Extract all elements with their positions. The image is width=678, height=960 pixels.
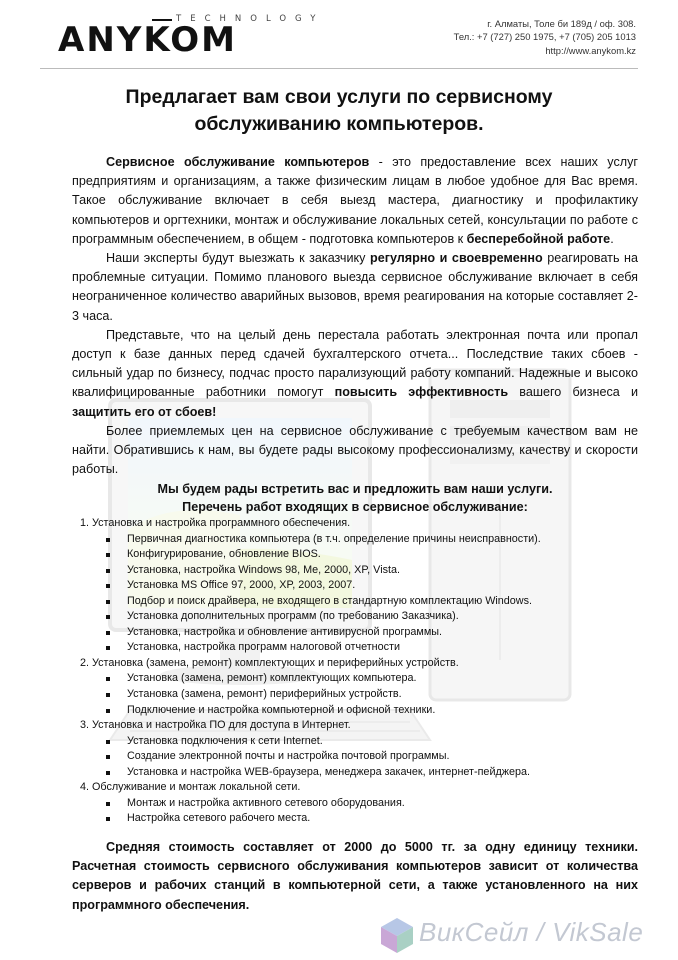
category-title: 3. Установка и настройка ПО для доступа в Интернет. bbox=[80, 719, 351, 732]
p3-mid: вашего бизнеса и bbox=[508, 385, 638, 400]
address: г. Алматы, Толе би 189д / оф. 308. bbox=[487, 18, 636, 29]
company-logo bbox=[58, 14, 325, 64]
p1-text: - это предоставление всех наших услуг предприятиям и организациям, а также физическим лицам в любое удобное для Вас время. Такое обслуживание включает в себя выезд мастера, диагностику и профилактику компьютеров и оргтехники, монтаж и обслуживание локальных сетей, консультации по работе с программным обеспечением, в общем - подготовка компьютеров к bbox=[72, 155, 638, 246]
contact-block bbox=[454, 17, 636, 57]
title-line-2: обслуживанию компьютеров. bbox=[194, 113, 484, 135]
list-item: Установка, настройка Windows 98, Me, 2000, XP, Vista. bbox=[80, 563, 600, 579]
list-item: Установка, настройка программ налоговой отчетности bbox=[80, 640, 600, 656]
list-title: Перечень работ входящих в сервисное обслуживание: bbox=[182, 500, 528, 514]
header-divider bbox=[40, 68, 638, 69]
watermark-text: ВикСейл / VikSale bbox=[419, 917, 644, 947]
website-link[interactable]: http://www.anykom.kz bbox=[545, 44, 636, 56]
invite-line: Мы будем рады встретить вас и предложить вам наши услуги. bbox=[157, 482, 553, 496]
body-text bbox=[72, 153, 638, 479]
list-item: Установка (замена, ремонт) периферийных устройств. bbox=[80, 687, 600, 703]
p2-text: реагировать на проблемные ситуации. Помимо планового выезда сервисное обслуживание включает в себя неограниченное количество аварийных вызовов, время реагирования на которые составляет 2-3 часа. bbox=[72, 251, 639, 323]
p3-bold-2: защитить его от сбоев! bbox=[72, 404, 217, 419]
list-item: Подбор и поиск драйвера, не входящего в стандартную комплектацию Windows. bbox=[80, 594, 600, 610]
list-item: Установка, настройка и обновление антивирусной программы. bbox=[80, 625, 600, 641]
list-item: Настройка сетевого рабочего места. bbox=[80, 811, 600, 827]
list-item: Первичная диагностика компьютера (в т.ч. определение причины неисправности). bbox=[80, 532, 600, 548]
list-item: Установка подключения к сети Internet. bbox=[80, 734, 600, 750]
p3-bold-1: повысить эффективность bbox=[334, 385, 509, 400]
p2-start: Наши эксперты будут выезжать к заказчику bbox=[106, 251, 370, 266]
p3-text: Представьте, что на целый день перестала работать электронная почта или пропал доступ к базе данных перед сдачей бухгалтерского отчета... Последствие таких сбоев - сильный удар по бизнесу, подчас просто парализующий работу компаний. Надежные и высоко квалифицированные работники помогут bbox=[72, 327, 638, 400]
paragraph-4 bbox=[72, 422, 638, 480]
list-item: Создание электронной почты и настройка почтовой программы. bbox=[80, 749, 600, 765]
paragraph-3 bbox=[72, 326, 638, 422]
p2-bold: регулярно и своевременно bbox=[370, 251, 543, 266]
list-item: Установка дополнительных программ (по требованию Заказчика). bbox=[80, 609, 600, 625]
page-title bbox=[40, 84, 638, 138]
list-item: Монтаж и настройка активного сетевого оборудования. bbox=[80, 796, 600, 812]
category-title: 4. Обслуживание и монтаж локальной сети. bbox=[80, 781, 301, 794]
list-item: Конфигурирование, обновление BIOS. bbox=[80, 547, 600, 563]
logo-word: ANYKOM bbox=[58, 20, 237, 60]
list-item: Установка (замена, ремонт) комплектующих компьютера. bbox=[80, 671, 600, 687]
cube-logo-icon bbox=[377, 915, 417, 955]
watermark bbox=[375, 913, 675, 957]
list-item: Установка и настройка WEB-браузера, менеджера закачек, интернет-пейджера. bbox=[80, 765, 600, 781]
paragraph-1 bbox=[72, 153, 638, 249]
list-item: Установка MS Office 97, 2000, XP, 2003, 2007. bbox=[80, 578, 600, 594]
paragraph-2 bbox=[72, 249, 638, 326]
service-list bbox=[80, 516, 600, 827]
list-item: Подключение и настройка компьютерной и офисной техники. bbox=[80, 703, 600, 719]
title-line-1: Предлагает вам свои услуги по сервисному bbox=[125, 86, 553, 108]
phone: Тел.: +7 (727) 250 1975, +7 (705) 205 1013 bbox=[453, 31, 636, 43]
category-title: 2. Установка (замена, ремонт) комплектующих и периферийных устройств. bbox=[80, 656, 459, 669]
p1-bold-end: бесперебойной работе bbox=[466, 231, 611, 246]
logo-tagline: TECHNOLOGY bbox=[176, 14, 325, 24]
pricing-note: Средняя стоимость составляет от 2000 до 5000 тг. за одну единицу техники. Расчетная стоимость сервисного обслуживания компьютеров зависит от количества серверов и рабочих станций в компьютерной сети, а также установленного на них программного обеспечения. bbox=[72, 840, 638, 912]
p4-text: Более приемлемых цен на сервисное обслуживание с требуемым качеством вам не найти. Обратившись к нам, вы будете рады высокому профессионализму, качеству и скорости работы. bbox=[72, 423, 638, 477]
p1-end: . bbox=[610, 231, 614, 246]
category-title: 1. Установка и настройка программного обеспечения. bbox=[80, 517, 351, 529]
p1-bold-start: Сервисное обслуживание компьютеров bbox=[106, 155, 370, 169]
